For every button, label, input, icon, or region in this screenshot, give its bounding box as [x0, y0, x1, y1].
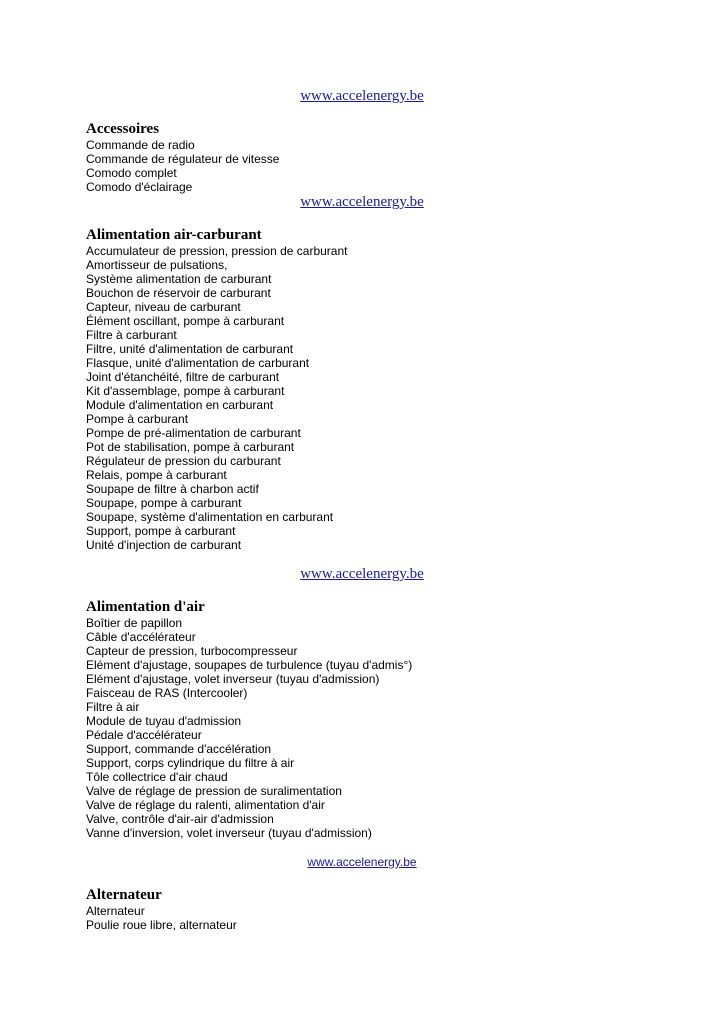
item-list [86, 138, 686, 194]
list-item: Module d'alimentation en carburant [86, 398, 274, 412]
list-item: Pédale d'accélérateur [86, 728, 202, 742]
section-alimentation-d-air [86, 598, 686, 840]
list-item: Relais, pompe à carburant [86, 468, 227, 482]
list-item: Bouchon de réservoir de carburant [86, 286, 271, 300]
item-list [86, 244, 686, 552]
list-item: Filtre, unité d'alimentation de carburant [86, 342, 294, 356]
list-item: Unité d'injection de carburant [86, 538, 242, 552]
list-item: Soupape de filtre à charbon actif [86, 482, 259, 496]
list-item: Support, commande d'accélération [86, 742, 272, 756]
list-item: Filtre à air [86, 700, 140, 714]
list-item: Pompe de pré-alimentation de carburant [86, 426, 301, 440]
section-alimentation-air-carburant [86, 226, 686, 552]
list-item: Faisceau de RAS (Intercooler) [86, 686, 248, 700]
list-item: Valve, contrôle d'air-air d'admission [86, 812, 274, 826]
website-link[interactable]: www.accelenergy.be [307, 855, 417, 869]
list-item: Régulateur de pression du carburant [86, 454, 281, 468]
list-item: Filtre à carburant [86, 328, 177, 342]
website-link[interactable]: www.accelenergy.be [300, 88, 424, 104]
list-item: Flasque, unité d'alimentation de carburant [86, 356, 310, 370]
section-title: Accessoires [86, 121, 160, 137]
list-item: Module de tuyau d'admission [86, 714, 242, 728]
list-item: Valve de réglage de pression de suralimentation [86, 784, 342, 798]
list-item: Boîtier de papillon [86, 616, 183, 630]
list-item: Accumulateur de pression, pression de carburant [86, 244, 348, 258]
list-item: Pompe à carburant [86, 412, 189, 426]
section-title: Alimentation air-carburant [86, 227, 262, 243]
list-item: Amortisseur de pulsations, [86, 258, 228, 272]
item-list [86, 904, 686, 932]
list-item: Commande de régulateur de vitesse [86, 152, 280, 166]
list-item: Commande de radio [86, 138, 195, 152]
list-item: Soupape, pompe à carburant [86, 496, 242, 510]
section-title: Alimentation d'air [86, 599, 205, 615]
section-accessoires [86, 120, 686, 194]
website-link[interactable]: www.accelenergy.be [300, 566, 424, 582]
list-item: Système alimentation de carburant [86, 272, 272, 286]
list-item: Comodo d'éclairage [86, 180, 193, 194]
website-link[interactable]: www.accelenergy.be [300, 194, 424, 210]
list-item: Pot de stabilisation, pompe à carburant [86, 440, 295, 454]
list-item: Support, pompe à carburant [86, 524, 236, 538]
list-item: Elément d'ajustage, volet inverseur (tuyau d'admission) [86, 672, 380, 686]
list-item: Elément d'ajustage, soupapes de turbulence (tuyau d'admis°) [86, 658, 413, 672]
list-item: Vanne d'inversion, volet inverseur (tuyau d'admission) [86, 826, 372, 840]
list-item: Kit d'assemblage, pompe à carburant [86, 384, 285, 398]
section-title: Alternateur [86, 887, 162, 903]
list-item: Tôle collectrice d'air chaud [86, 770, 228, 784]
list-item: Capteur, niveau de carburant [86, 300, 241, 314]
list-item: Joint d'étanchéité, filtre de carburant [86, 370, 280, 384]
list-item: Comodo complet [86, 166, 177, 180]
item-list [86, 616, 686, 840]
list-item: Élément oscillant, pompe à carburant [86, 314, 285, 328]
section-alternateur [86, 886, 686, 932]
list-item: Capteur de pression, turbocompresseur [86, 644, 298, 658]
list-item: Valve de réglage du ralenti, alimentation d'air [86, 798, 325, 812]
list-item: Poulie roue libre, alternateur [86, 918, 237, 932]
list-item: Soupape, système d'alimentation en carburant [86, 510, 334, 524]
list-item: Câble d'accélérateur [86, 630, 196, 644]
list-item: Support, corps cylindrique du filtre à air [86, 756, 295, 770]
list-item: Alternateur [86, 904, 145, 918]
